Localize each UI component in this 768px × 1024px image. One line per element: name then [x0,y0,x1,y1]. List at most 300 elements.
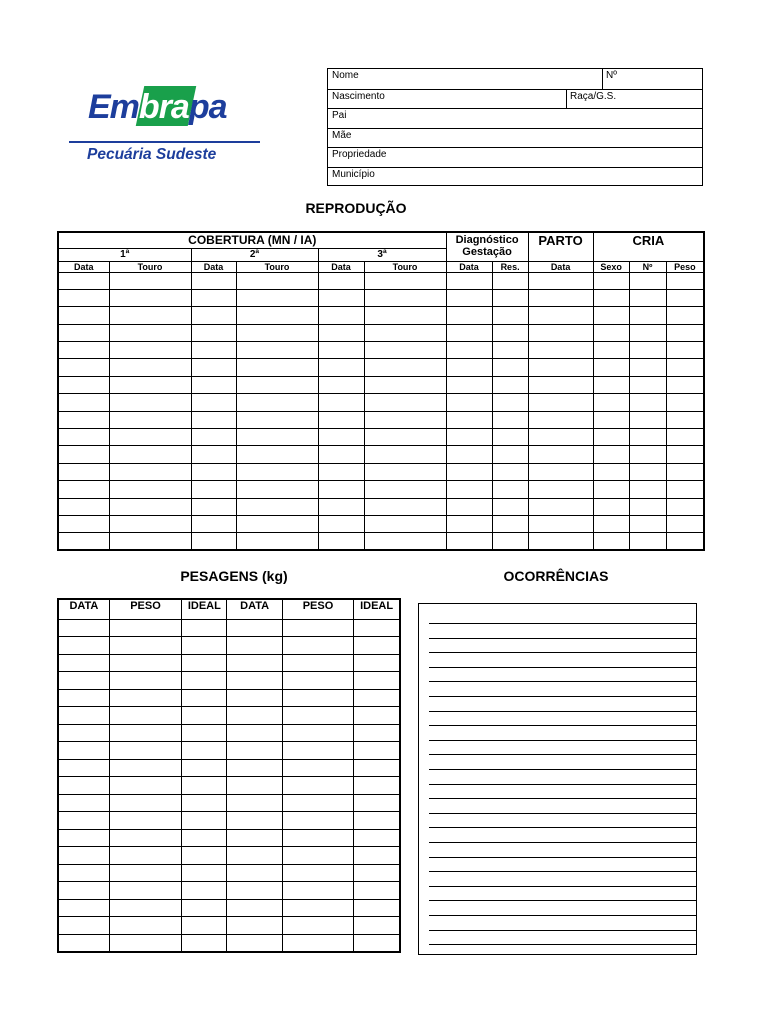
table-cell[interactable] [58,759,109,777]
table-cell[interactable] [182,899,227,917]
table-cell[interactable] [236,429,318,446]
table-cell[interactable] [354,899,400,917]
table-cell[interactable] [528,515,593,532]
table-cell[interactable] [282,864,353,882]
table-cell[interactable] [364,359,446,376]
table-cell[interactable] [236,498,318,515]
table-cell[interactable] [109,289,191,306]
table-cell[interactable] [593,429,629,446]
table-cell[interactable] [58,917,109,935]
table-cell[interactable] [58,324,109,341]
table-cell[interactable] [364,463,446,480]
table-cell[interactable] [593,307,629,324]
table-cell[interactable] [109,654,181,672]
table-cell[interactable] [666,359,704,376]
table-cell[interactable] [191,324,236,341]
table-cell[interactable] [109,759,181,777]
table-cell[interactable] [666,515,704,532]
table-cell[interactable] [227,829,282,847]
table-cell[interactable] [492,307,528,324]
table-cell[interactable] [109,917,181,935]
table-cell[interactable] [109,342,191,359]
table-cell[interactable] [318,324,364,341]
table-cell[interactable] [446,515,492,532]
table-cell[interactable] [58,272,109,289]
table-cell[interactable] [528,498,593,515]
table-cell[interactable] [629,498,666,515]
table-cell[interactable] [191,463,236,480]
table-cell[interactable] [318,498,364,515]
table-cell[interactable] [182,777,227,795]
table-cell[interactable] [109,376,191,393]
table-cell[interactable] [593,515,629,532]
table-cell[interactable] [364,533,446,550]
table-cell[interactable] [318,533,364,550]
table-cell[interactable] [282,794,353,812]
table-cell[interactable] [446,446,492,463]
table-cell[interactable] [58,812,109,830]
table-cell[interactable] [629,394,666,411]
table-cell[interactable] [354,847,400,865]
table-cell[interactable] [109,411,191,428]
table-cell[interactable] [227,864,282,882]
table-cell[interactable] [282,759,353,777]
table-cell[interactable] [182,637,227,655]
table-cell[interactable] [354,742,400,760]
table-cell[interactable] [109,463,191,480]
table-cell[interactable] [629,429,666,446]
table-cell[interactable] [492,463,528,480]
table-cell[interactable] [354,707,400,725]
table-cell[interactable] [364,376,446,393]
table-cell[interactable] [354,654,400,672]
table-cell[interactable] [629,515,666,532]
table-cell[interactable] [354,812,400,830]
table-cell[interactable] [58,619,109,637]
table-cell[interactable] [318,446,364,463]
table-cell[interactable] [236,324,318,341]
table-cell[interactable] [58,794,109,812]
table-cell[interactable] [593,394,629,411]
table-cell[interactable] [282,812,353,830]
table-cell[interactable] [446,533,492,550]
table-cell[interactable] [354,724,400,742]
table-cell[interactable] [182,707,227,725]
table-cell[interactable] [492,481,528,498]
table-cell[interactable] [109,777,181,795]
table-cell[interactable] [354,777,400,795]
table-cell[interactable] [227,777,282,795]
table-cell[interactable] [666,307,704,324]
table-cell[interactable] [666,498,704,515]
table-cell[interactable] [318,411,364,428]
table-cell[interactable] [528,342,593,359]
table-cell[interactable] [236,376,318,393]
table-cell[interactable] [109,533,191,550]
table-cell[interactable] [528,533,593,550]
table-cell[interactable] [593,376,629,393]
table-cell[interactable] [182,654,227,672]
table-cell[interactable] [593,272,629,289]
table-cell[interactable] [629,307,666,324]
table-cell[interactable] [318,463,364,480]
table-cell[interactable] [182,672,227,690]
ocorrencias-box[interactable] [418,603,697,955]
table-cell[interactable] [666,272,704,289]
table-cell[interactable] [318,515,364,532]
table-cell[interactable] [182,917,227,935]
table-cell[interactable] [666,463,704,480]
table-cell[interactable] [446,307,492,324]
table-cell[interactable] [58,429,109,446]
table-cell[interactable] [109,882,181,900]
table-cell[interactable] [318,376,364,393]
table-cell[interactable] [227,847,282,865]
table-cell[interactable] [227,812,282,830]
table-cell[interactable] [109,794,181,812]
table-cell[interactable] [236,515,318,532]
table-cell[interactable] [282,672,353,690]
table-cell[interactable] [528,324,593,341]
table-cell[interactable] [182,934,227,952]
table-cell[interactable] [191,307,236,324]
table-cell[interactable] [191,359,236,376]
table-cell[interactable] [58,411,109,428]
table-cell[interactable] [446,342,492,359]
table-cell[interactable] [191,376,236,393]
table-cell[interactable] [236,342,318,359]
table-cell[interactable] [629,533,666,550]
table-cell[interactable] [58,289,109,306]
mae-label[interactable]: Mãe [332,129,352,141]
table-cell[interactable] [354,829,400,847]
table-cell[interactable] [58,847,109,865]
table-cell[interactable] [58,899,109,917]
table-cell[interactable] [282,724,353,742]
table-cell[interactable] [528,289,593,306]
table-cell[interactable] [318,481,364,498]
table-cell[interactable] [446,498,492,515]
table-cell[interactable] [109,324,191,341]
table-cell[interactable] [528,376,593,393]
table-cell[interactable] [666,324,704,341]
table-cell[interactable] [492,324,528,341]
table-cell[interactable] [58,446,109,463]
table-cell[interactable] [109,446,191,463]
table-cell[interactable] [593,498,629,515]
numero-label[interactable]: Nº [606,70,617,81]
table-cell[interactable] [354,917,400,935]
table-cell[interactable] [629,376,666,393]
table-cell[interactable] [354,619,400,637]
table-cell[interactable] [629,463,666,480]
table-cell[interactable] [318,289,364,306]
table-cell[interactable] [109,272,191,289]
table-cell[interactable] [354,934,400,952]
table-cell[interactable] [58,463,109,480]
table-cell[interactable] [191,289,236,306]
table-cell[interactable] [354,794,400,812]
table-cell[interactable] [282,637,353,655]
table-cell[interactable] [446,429,492,446]
table-cell[interactable] [182,742,227,760]
table-cell[interactable] [109,864,181,882]
table-cell[interactable] [593,324,629,341]
table-cell[interactable] [109,619,181,637]
table-cell[interactable] [58,707,109,725]
table-cell[interactable] [58,637,109,655]
table-cell[interactable] [492,359,528,376]
table-cell[interactable] [58,882,109,900]
table-cell[interactable] [191,533,236,550]
table-cell[interactable] [236,411,318,428]
table-cell[interactable] [58,654,109,672]
table-cell[interactable] [593,342,629,359]
table-cell[interactable] [354,689,400,707]
table-cell[interactable] [227,724,282,742]
table-cell[interactable] [492,411,528,428]
table-cell[interactable] [227,619,282,637]
table-cell[interactable] [629,289,666,306]
table-cell[interactable] [227,689,282,707]
table-cell[interactable] [364,394,446,411]
table-cell[interactable] [109,672,181,690]
table-cell[interactable] [58,672,109,690]
table-cell[interactable] [227,882,282,900]
table-cell[interactable] [666,446,704,463]
table-cell[interactable] [364,289,446,306]
table-cell[interactable] [318,429,364,446]
table-cell[interactable] [492,446,528,463]
table-cell[interactable] [446,463,492,480]
table-cell[interactable] [109,481,191,498]
table-cell[interactable] [629,324,666,341]
table-cell[interactable] [182,759,227,777]
pai-label[interactable]: Pai [332,110,347,122]
table-cell[interactable] [364,498,446,515]
table-cell[interactable] [182,724,227,742]
table-cell[interactable] [354,864,400,882]
table-cell[interactable] [227,794,282,812]
table-cell[interactable] [282,917,353,935]
table-cell[interactable] [227,637,282,655]
table-cell[interactable] [318,342,364,359]
table-cell[interactable] [528,429,593,446]
table-cell[interactable] [191,446,236,463]
table-cell[interactable] [109,515,191,532]
table-cell[interactable] [318,307,364,324]
table-cell[interactable] [58,829,109,847]
table-cell[interactable] [191,429,236,446]
table-cell[interactable] [58,376,109,393]
table-cell[interactable] [446,272,492,289]
table-cell[interactable] [58,533,109,550]
table-cell[interactable] [629,272,666,289]
table-cell[interactable] [629,446,666,463]
table-cell[interactable] [282,707,353,725]
table-cell[interactable] [282,882,353,900]
table-cell[interactable] [492,272,528,289]
table-cell[interactable] [629,411,666,428]
table-cell[interactable] [58,515,109,532]
table-cell[interactable] [236,481,318,498]
table-cell[interactable] [236,289,318,306]
table-cell[interactable] [666,481,704,498]
table-cell[interactable] [182,864,227,882]
table-cell[interactable] [593,411,629,428]
table-cell[interactable] [282,619,353,637]
table-cell[interactable] [109,394,191,411]
table-cell[interactable] [364,307,446,324]
table-cell[interactable] [109,429,191,446]
table-cell[interactable] [58,307,109,324]
table-cell[interactable] [182,882,227,900]
table-cell[interactable] [318,272,364,289]
table-cell[interactable] [446,481,492,498]
table-cell[interactable] [492,289,528,306]
table-cell[interactable] [227,759,282,777]
table-cell[interactable] [191,515,236,532]
table-cell[interactable] [282,689,353,707]
table-cell[interactable] [182,619,227,637]
table-cell[interactable] [109,307,191,324]
table-cell[interactable] [364,342,446,359]
table-cell[interactable] [593,359,629,376]
table-cell[interactable] [629,481,666,498]
table-cell[interactable] [282,829,353,847]
table-cell[interactable] [492,429,528,446]
table-cell[interactable] [109,724,181,742]
table-cell[interactable] [318,359,364,376]
table-cell[interactable] [227,672,282,690]
table-cell[interactable] [236,272,318,289]
table-cell[interactable] [191,498,236,515]
table-cell[interactable] [227,934,282,952]
table-cell[interactable] [227,899,282,917]
table-cell[interactable] [446,376,492,393]
table-cell[interactable] [593,463,629,480]
table-cell[interactable] [593,481,629,498]
table-cell[interactable] [629,342,666,359]
table-cell[interactable] [58,359,109,376]
table-cell[interactable] [109,359,191,376]
table-cell[interactable] [492,394,528,411]
table-cell[interactable] [528,446,593,463]
table-cell[interactable] [236,359,318,376]
table-cell[interactable] [666,411,704,428]
table-cell[interactable] [666,289,704,306]
table-cell[interactable] [666,376,704,393]
table-cell[interactable] [109,707,181,725]
table-cell[interactable] [236,394,318,411]
table-cell[interactable] [58,498,109,515]
table-cell[interactable] [58,742,109,760]
table-cell[interactable] [629,359,666,376]
table-cell[interactable] [446,411,492,428]
table-cell[interactable] [282,934,353,952]
table-cell[interactable] [492,498,528,515]
table-cell[interactable] [182,812,227,830]
table-cell[interactable] [58,934,109,952]
table-cell[interactable] [666,533,704,550]
table-cell[interactable] [593,446,629,463]
table-cell[interactable] [666,429,704,446]
propriedade-label[interactable]: Propriedade [332,149,387,161]
table-cell[interactable] [593,289,629,306]
table-cell[interactable] [364,324,446,341]
table-cell[interactable] [182,847,227,865]
table-cell[interactable] [364,446,446,463]
table-cell[interactable] [528,307,593,324]
table-cell[interactable] [528,481,593,498]
table-cell[interactable] [492,533,528,550]
table-cell[interactable] [282,777,353,795]
table-cell[interactable] [528,359,593,376]
table-cell[interactable] [109,689,181,707]
table-cell[interactable] [364,411,446,428]
table-cell[interactable] [446,289,492,306]
table-cell[interactable] [109,829,181,847]
table-cell[interactable] [528,272,593,289]
table-cell[interactable] [191,411,236,428]
table-cell[interactable] [236,446,318,463]
table-cell[interactable] [191,481,236,498]
table-cell[interactable] [109,498,191,515]
table-cell[interactable] [227,654,282,672]
municipio-label[interactable]: Município [332,169,375,180]
table-cell[interactable] [109,742,181,760]
table-cell[interactable] [109,899,181,917]
table-cell[interactable] [446,324,492,341]
table-cell[interactable] [354,672,400,690]
table-cell[interactable] [236,463,318,480]
raca-label[interactable]: Raça/G.S. [570,90,617,102]
table-cell[interactable] [528,411,593,428]
table-cell[interactable] [354,759,400,777]
table-cell[interactable] [666,342,704,359]
table-cell[interactable] [109,847,181,865]
table-cell[interactable] [191,272,236,289]
table-cell[interactable] [492,342,528,359]
table-cell[interactable] [227,707,282,725]
table-cell[interactable] [58,724,109,742]
table-cell[interactable] [236,533,318,550]
table-cell[interactable] [58,394,109,411]
table-cell[interactable] [354,637,400,655]
table-cell[interactable] [282,654,353,672]
table-cell[interactable] [282,742,353,760]
table-cell[interactable] [364,515,446,532]
table-cell[interactable] [492,376,528,393]
table-cell[interactable] [282,847,353,865]
table-cell[interactable] [227,742,282,760]
table-cell[interactable] [282,899,353,917]
table-cell[interactable] [58,689,109,707]
nascimento-label[interactable]: Nascimento [332,90,385,102]
table-cell[interactable] [666,394,704,411]
table-cell[interactable] [492,515,528,532]
table-cell[interactable] [191,342,236,359]
table-cell[interactable] [58,777,109,795]
table-cell[interactable] [109,812,181,830]
table-cell[interactable] [528,394,593,411]
table-cell[interactable] [58,864,109,882]
table-cell[interactable] [446,359,492,376]
table-cell[interactable] [364,272,446,289]
table-cell[interactable] [109,637,181,655]
table-cell[interactable] [354,882,400,900]
table-cell[interactable] [109,934,181,952]
